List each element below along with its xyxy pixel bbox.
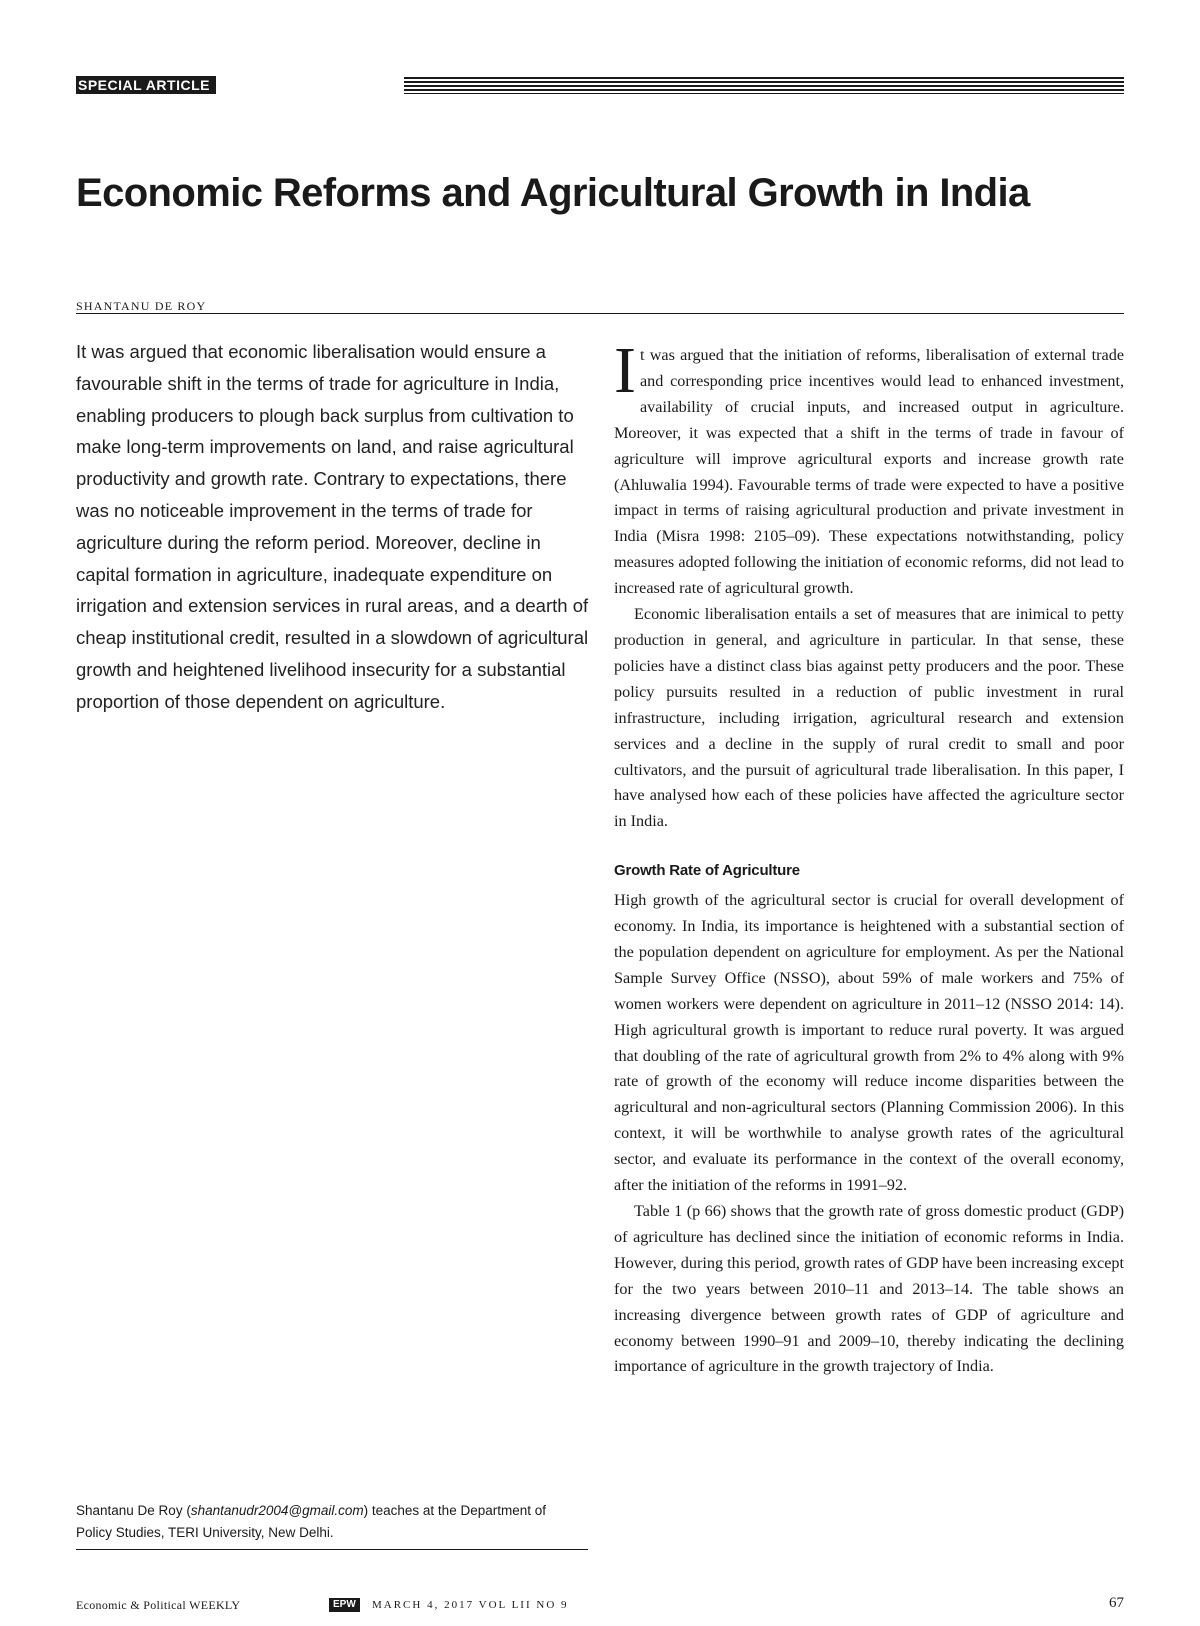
journal-name: Economic & Political WEEKLY <box>76 1598 241 1612</box>
page-number: 67 <box>1109 1595 1124 1611</box>
body-paragraph-1 <box>614 334 1124 602</box>
author-name: SHANTANU DE ROY <box>76 299 207 313</box>
section-subheading: Growth Rate of Agriculture <box>614 862 800 880</box>
author-footnote <box>76 1500 546 1544</box>
section-label: SPECIAL ARTICLE <box>76 76 216 94</box>
header-bar <box>76 76 1124 96</box>
body-paragraph-2: Economic liberalisation entails a set of measures that are inimical to petty production in general, and agriculture in particular. In that sense, these policies have a distinct class bias against petty producers and the poor. These policy pursuits resulted in a reduction of public investment in rural infrastructure, including irrigation, agricultural research and extension services and a decline in the supply of rural credit to small and poor cultivators, and the pursuit of agricultural trade liberalisation. In this paper, I have analysed how each of these policies have affected the agriculture sector in India. <box>614 605 1124 831</box>
issue-info: MARCH 4, 2017 VOL LII NO 9 <box>372 1599 569 1611</box>
epw-logo-badge: EPW <box>329 1598 360 1612</box>
drop-cap: I <box>614 334 636 407</box>
header-rule-lines <box>404 77 1124 94</box>
body-column <box>614 334 1124 1380</box>
page-footer <box>76 1596 1124 1614</box>
footnote-divider <box>76 1549 588 1550</box>
author-divider <box>76 313 1124 314</box>
author-email[interactable]: shantanudr2004@gmail.com <box>190 1503 364 1518</box>
abstract: It was argued that economic liberalisation would ensure a favourable shift in the terms of trade for agriculture in India, enabling producers to plough back surplus from cultivation to make long-term improvements on land, and raise agricultural productivity and growth rate. Contrary to expectations, there was no noticeable improvement in the terms of trade for agriculture during the reform period. Moreover, decline in capital formation in agriculture, inadequate expenditure on irrigation and extension services in rural areas, and a dearth of cheap institutional credit, resulted in a slowdown of agricultural growth and heightened livelihood insecurity for a substantial proportion of those dependent on agriculture. <box>76 341 589 712</box>
footnote-before: Shantanu De Roy ( <box>76 1503 191 1518</box>
body-paragraph-3: High growth of the agricultural sector is crucial for overall development of economy. In India, its importance is heightened with a substantial section of the population dependent on agriculture for employment. As per the National Sample Survey Office (NSSO), about 59% of male workers and 75% of women workers were dependent on agriculture in 2011–12 (NSSO 2014: 14). High agricultural growth is important to reduce rural poverty. It was argued that doubling of the rate of agricultural growth from 2% to 4% along with 9% rate of growth of the economy will reduce income disparities between the agricultural and non-agricultural sectors (Planning Commission 2006). In this context, it will be worthwhile to analyse growth rates of the agricultural sector, and evaluate its performance in the context of the overall economy, after the initiation of the reforms in 1991–92. <box>614 891 1124 1195</box>
body-paragraph-1-text: t was argued that the initiation of reforms, liberalisation of external trade and corresponding price incentives would lead to enhanced investment, availability of crucial inputs, and increased output in agriculture. Moreover, it was expected that a shift in the terms of trade in favour of agriculture will improve agricultural exports and increase growth rate (Ahluwalia 1994). Favourable terms of trade were expected to have a positive impact in terms of raising agricultural production and private investment in India (Misra 1998: 2105–09). These expectations notwithstanding, policy measures adopted following the initiation of economic reforms, did not lead to increased rate of agricultural growth. <box>614 346 1124 598</box>
article-title: Economic Reforms and Agricultural Growth in India <box>76 171 1030 215</box>
footnote-after: ) teaches at the Department of Policy Studies, TERI University, New Delhi. <box>76 1503 546 1540</box>
body-paragraph-4: Table 1 (p 66) shows that the growth rate of gross domestic product (GDP) of agriculture has declined since the initiation of economic reforms in India. However, during this period, growth rates of GDP have been increasing except for the two years between 2010–11 and 2013–14. The table shows an increasing divergence between growth rates of GDP of agriculture and economy between 1990–91 and 2009–10, thereby indicating the declining importance of agriculture in the growth trajectory of India. <box>614 1202 1124 1376</box>
